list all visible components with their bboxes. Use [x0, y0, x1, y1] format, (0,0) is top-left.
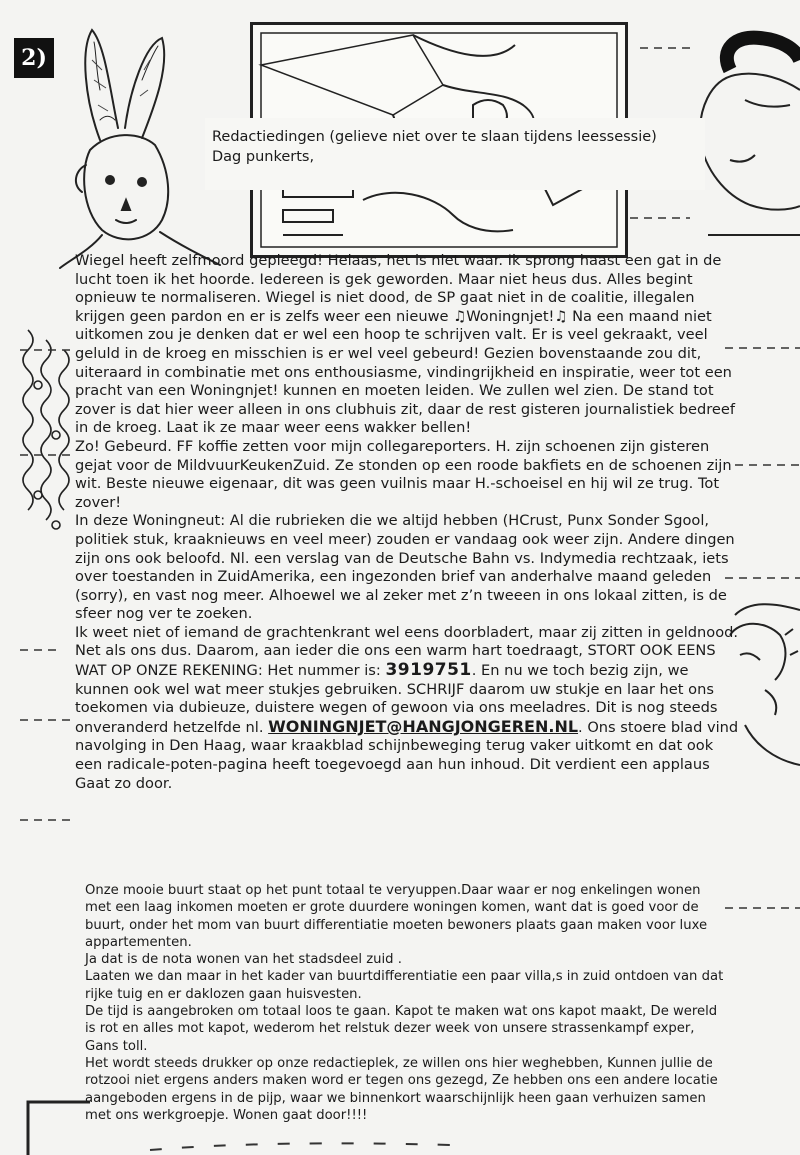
squiggle-pattern — [18, 325, 78, 555]
neighbourhood-article — [85, 882, 725, 1124]
greeting: Dag punkerts, — [212, 149, 315, 165]
face-sketch-top-right — [690, 20, 800, 240]
paragraph-contents: In deze Woningneut: Al die rubrieken die we altijd hebben (HCrust, Punx Sonder Sgool, politiek stuk, kraaknieuws en veel meer) zouden er vandaag ook weer zijn. Andere dingen zijn ons ook beloofd. Nl. een verslag van de Deutsche Bahn vs. Indymedia rechtzaak, iets over toestanden in ZuidAmerika, een ingezonden brief van anderhalve maand geleden (sorry), en vast nog meer. Alhoewel we al zeker met z’n tweeen in ons lokaal zitten, is de sfeer nog ver te zoeken. — [75, 512, 735, 623]
bottom-frame — [0, 1080, 90, 1155]
small-paragraph-5: Het wordt steeds drukker op onze redactieplek, ze willen ons hier weghebben, Kunnen jullie de rotzooi niet ergens anders maken word er tegen ons gezegd, Ze hebben ons een andere locatie aangeboden ergens in de pijp, waar we binnenkort waarschijnlijk heen gaan verhuizen samen met ons werkgroepje. Wonen gaat door!!!! — [85, 1055, 718, 1123]
account-number: 3919751 — [385, 660, 472, 681]
paragraph-donations — [75, 624, 743, 793]
small-paragraph-1: Onze mooie buurt staat op het punt totaal te veryuppen.Daar waar er nog enkelingen wonen met een laag inkomen moeten er grote duurdere woningen komen, want dat is goed voor de buurt, onder het mom van buurt differentiatie moeten bewoners plaats gaan maken voor luxe appartementen. — [85, 883, 708, 950]
page-number: 2) — [14, 38, 54, 78]
main-article — [75, 252, 743, 793]
paragraph-shoes: Zo! Gebeurd. FF koffie zetten voor mijn collegareporters. H. zijn schoenen zijn gisteren gejat voor de MildvuurKeukenZuid. Ze stonden op een roode bakfiets en de schoenen zijn wit. Beste nieuwe eigenaar, dit was geen vuilnis maar H.-schoeisel en hij wil ze trug. Tot zover! — [75, 437, 732, 511]
paragraph-intro: Wiegel heeft zelfmoord gepleegd! Helaas, het is niet waar. Ik sprong haast een gat in de lucht toen ik het hoorde. Iedereen is gek geworden. Maar niet heus dus. Alles begint opnieuw te normaliseren. Wiegel is niet dood, de SP gaat niet in de coalitie, illegalen krijgen geen pardon en er is zelfs weer een nieuwe ♫Woningnjet!♫ Na een maand niet uitkomen zou je denken dat er wel een hoop te schrijven valt. Er is veel gekraakt, veel geluld in de kroeg en misschien is er wel veel gebeurd! Gezien bovenstaande zou dit, uiteraard in combinatie met ons enthousiasme, vindingrijkheid en inspiratie, weer tot een pracht van een Woningnjet! kunnen en moeten leiden. We zullen wel zien. De stand tot zover is dat hier weer alleen in ons clubhuis zit, daar de rest gisteren journalistiek bedreef in de kroeg. Laat ik ze maar weer eens wakker bellen! — [75, 252, 735, 437]
donation-text: Ik weet niet of iemand de grachtenkrant wel eens doorbladert, maar zij zitten in geldnood. Net als ons dus. Daarom, aan ieder die ons een warm hart toedraagt, STORT OOK EENS WAT OP ONZE REKENING: Het nummer is: — [75, 623, 739, 680]
rabbit-illustration — [30, 20, 230, 270]
small-paragraph-4: De tijd is aangebroken om totaal loos te gaan. Kapot te maken wat ons kapot maakt, De wereld is rot en alles mot kapot, wederom het relstuk dezer week von unsere strassenkampf exper, Gans toll. — [85, 1004, 718, 1054]
small-paragraph-3: Laaten we dan maar in het kader van buurtdifferentiatie een paar villa,s in zuid ontdoen van dat rijke tuig en er daklozen gaan huisvesten. — [85, 969, 724, 1002]
email-address[interactable]: WONINGNJET@HANGJONGEREN.NL — [268, 716, 579, 736]
editorial-title: Redactiedingen (gelieve niet over te slaan tijdens leessessie) — [212, 129, 657, 145]
donation-text-2: . En nu we toch bezig zijn, we kunnen ook wel wat meer stukjes gebruiken. SCHRIJF daarom uw stukje en laar het ons toekomen via dubieuze, duistere wegen of gewoon via ons meeladres. Dit is nog steeds onveranderd hetzelfde nl. — [75, 662, 718, 736]
small-paragraph-2: Ja dat is de nota wonen van het stadsdeel zuid . — [85, 952, 402, 968]
donation-text-3: . Ons stoere blad vind navolging in Den Haag, waar kraakblad schijnbeweging terug vaker uitkomt en dat ook een radicale-poten-pagina heeft toegevoegd aan hun inhoud. Dit verdient een applaus Gaat zo door. — [75, 718, 739, 792]
